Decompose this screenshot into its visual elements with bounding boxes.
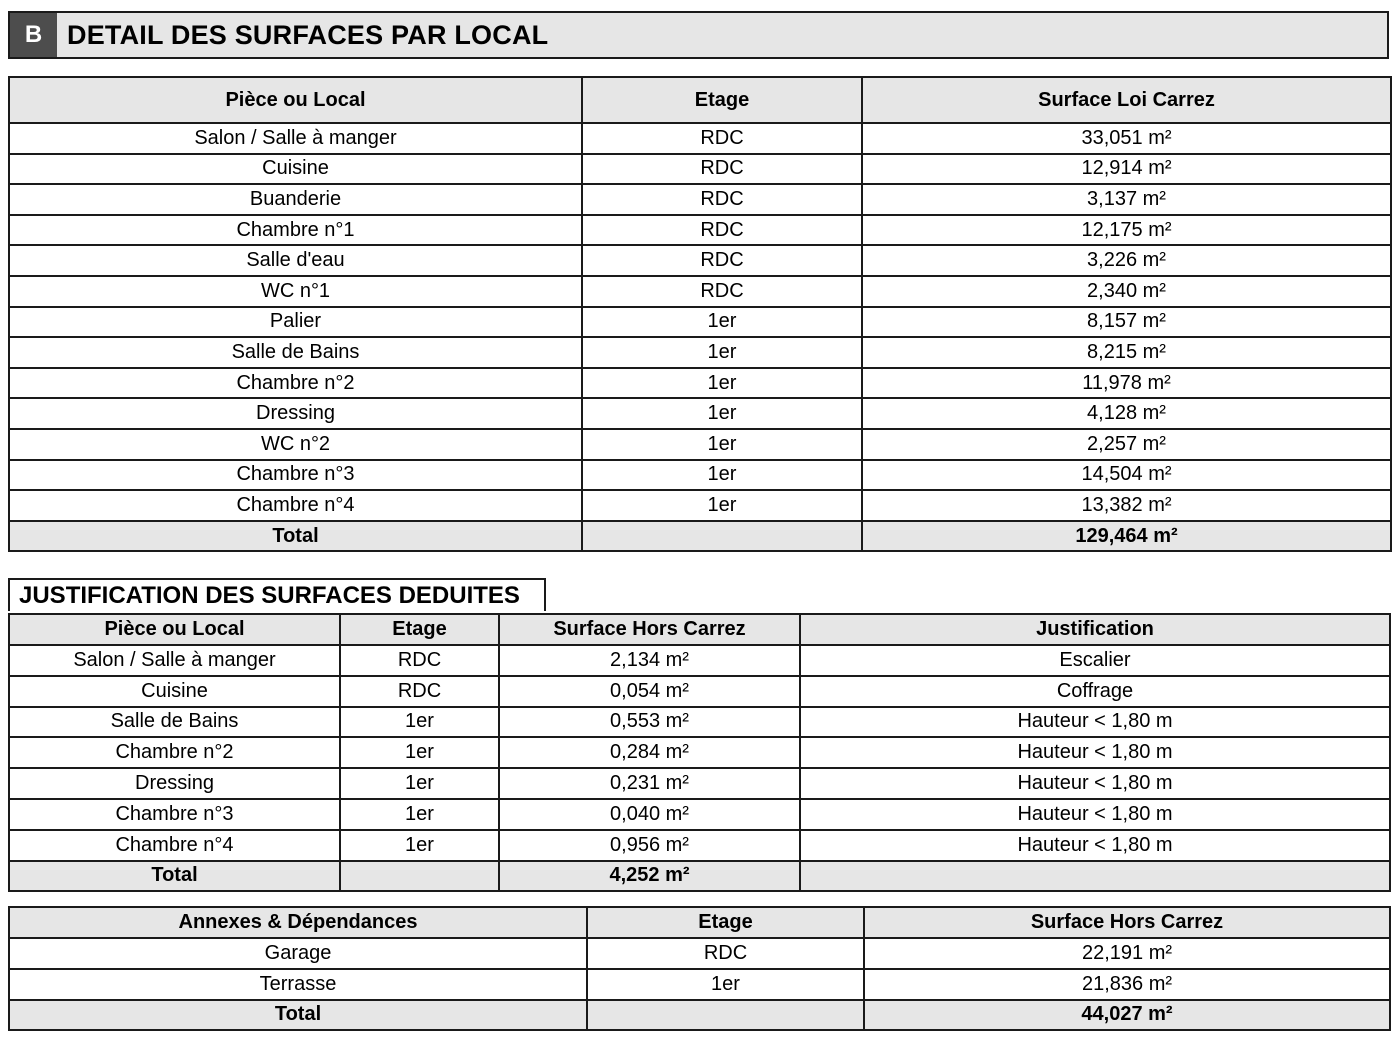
annexe-cell: Terrasse bbox=[9, 969, 587, 1000]
piece-cell: Cuisine bbox=[9, 676, 340, 707]
piece-cell: Salon / Salle à manger bbox=[9, 645, 340, 676]
annexes-table bbox=[8, 906, 1391, 1031]
etage-cell: 1er bbox=[582, 490, 862, 521]
surface-cell: 14,504 m² bbox=[862, 460, 1391, 491]
surface-cell: 0,054 m² bbox=[499, 676, 800, 707]
piece-cell: Dressing bbox=[9, 398, 582, 429]
surface-cell: 33,051 m² bbox=[862, 123, 1391, 154]
piece-cell: Dressing bbox=[9, 768, 340, 799]
etage-cell: 1er bbox=[340, 768, 499, 799]
surface-cell: 0,231 m² bbox=[499, 768, 800, 799]
table-row bbox=[9, 799, 1390, 830]
surface-cell: 11,978 m² bbox=[862, 368, 1391, 399]
surface-cell: 21,836 m² bbox=[864, 969, 1390, 1000]
total-surface-cell: 129,464 m² bbox=[862, 521, 1391, 552]
surface-cell: 0,956 m² bbox=[499, 830, 800, 861]
justification-cell: Hauteur < 1,80 m bbox=[800, 737, 1390, 768]
surface-cell: 13,382 m² bbox=[862, 490, 1391, 521]
total-row bbox=[9, 1000, 1390, 1031]
total-justification-cell bbox=[800, 861, 1390, 892]
table-row bbox=[9, 398, 1391, 429]
total-row bbox=[9, 521, 1391, 552]
etage-cell: 1er bbox=[340, 799, 499, 830]
surface-cell: 8,215 m² bbox=[862, 337, 1391, 368]
justification-table bbox=[8, 613, 1391, 892]
total-annexe-cell: Total bbox=[9, 1000, 587, 1031]
justification-cell: Hauteur < 1,80 m bbox=[800, 768, 1390, 799]
piece-cell: Salle d'eau bbox=[9, 245, 582, 276]
table-row bbox=[9, 676, 1390, 707]
etage-cell: RDC bbox=[340, 676, 499, 707]
justification-cell: Hauteur < 1,80 m bbox=[800, 799, 1390, 830]
table-row bbox=[9, 938, 1390, 969]
table-row bbox=[9, 215, 1391, 246]
total-surface-cell: 4,252 m² bbox=[499, 861, 800, 892]
surface-cell: 3,137 m² bbox=[862, 184, 1391, 215]
total-etage-cell bbox=[582, 521, 862, 552]
piece-cell: Salon / Salle à manger bbox=[9, 123, 582, 154]
annexe-cell: Garage bbox=[9, 938, 587, 969]
surface-cell: 8,157 m² bbox=[862, 307, 1391, 338]
header-surface-hors-carrez: Surface Hors Carrez bbox=[864, 907, 1390, 938]
piece-cell: WC n°1 bbox=[9, 276, 582, 307]
table-header-row bbox=[9, 77, 1391, 123]
surface-cell: 2,134 m² bbox=[499, 645, 800, 676]
piece-cell: Chambre n°2 bbox=[9, 737, 340, 768]
surface-cell: 0,040 m² bbox=[499, 799, 800, 830]
header-etage: Etage bbox=[340, 614, 499, 645]
etage-cell: RDC bbox=[582, 123, 862, 154]
surface-cell: 12,175 m² bbox=[862, 215, 1391, 246]
etage-cell: 1er bbox=[587, 969, 864, 1000]
surface-cell: 0,553 m² bbox=[499, 707, 800, 738]
header-annexes: Annexes & Dépendances bbox=[9, 907, 587, 938]
header-piece: Pièce ou Local bbox=[9, 614, 340, 645]
piece-cell: Chambre n°4 bbox=[9, 490, 582, 521]
table-header-row bbox=[9, 907, 1390, 938]
etage-cell: 1er bbox=[582, 307, 862, 338]
piece-cell: WC n°2 bbox=[9, 429, 582, 460]
etage-cell: RDC bbox=[582, 276, 862, 307]
piece-cell: Buanderie bbox=[9, 184, 582, 215]
piece-cell: Chambre n°1 bbox=[9, 215, 582, 246]
table-row bbox=[9, 768, 1390, 799]
table-row bbox=[9, 184, 1391, 215]
surface-cell: 12,914 m² bbox=[862, 154, 1391, 185]
etage-cell: RDC bbox=[587, 938, 864, 969]
table-row bbox=[9, 969, 1390, 1000]
header-etage: Etage bbox=[587, 907, 864, 938]
etage-cell: RDC bbox=[582, 245, 862, 276]
justification-cell: Hauteur < 1,80 m bbox=[800, 707, 1390, 738]
table-row bbox=[9, 276, 1391, 307]
table-row bbox=[9, 368, 1391, 399]
table-row bbox=[9, 307, 1391, 338]
section-header bbox=[8, 11, 1389, 59]
header-surface-hors-carrez: Surface Hors Carrez bbox=[499, 614, 800, 645]
piece-cell: Chambre n°4 bbox=[9, 830, 340, 861]
surface-cell: 22,191 m² bbox=[864, 938, 1390, 969]
total-piece-cell: Total bbox=[9, 521, 582, 552]
header-surface-carrez: Surface Loi Carrez bbox=[862, 77, 1391, 123]
etage-cell: 1er bbox=[582, 398, 862, 429]
etage-cell: RDC bbox=[582, 184, 862, 215]
piece-cell: Chambre n°3 bbox=[9, 460, 582, 491]
table-row bbox=[9, 737, 1390, 768]
etage-cell: 1er bbox=[582, 337, 862, 368]
piece-cell: Chambre n°2 bbox=[9, 368, 582, 399]
piece-cell: Palier bbox=[9, 307, 582, 338]
table-row bbox=[9, 645, 1390, 676]
header-etage: Etage bbox=[582, 77, 862, 123]
etage-cell: 1er bbox=[340, 707, 499, 738]
etage-cell: 1er bbox=[582, 429, 862, 460]
etage-cell: 1er bbox=[340, 737, 499, 768]
surface-cell: 2,257 m² bbox=[862, 429, 1391, 460]
section-title: DETAIL DES SURFACES PAR LOCAL bbox=[67, 19, 549, 50]
table-header-row bbox=[9, 614, 1390, 645]
etage-cell: RDC bbox=[340, 645, 499, 676]
justification-cell: Escalier bbox=[800, 645, 1390, 676]
header-justification: Justification bbox=[800, 614, 1390, 645]
justification-cell: Hauteur < 1,80 m bbox=[800, 830, 1390, 861]
table-row bbox=[9, 245, 1391, 276]
piece-cell: Chambre n°3 bbox=[9, 799, 340, 830]
table-row bbox=[9, 123, 1391, 154]
table-row bbox=[9, 830, 1390, 861]
piece-cell: Cuisine bbox=[9, 154, 582, 185]
piece-cell: Salle de Bains bbox=[9, 337, 582, 368]
surface-cell: 3,226 m² bbox=[862, 245, 1391, 276]
etage-cell: 1er bbox=[582, 460, 862, 491]
surface-cell: 2,340 m² bbox=[862, 276, 1391, 307]
table-row bbox=[9, 154, 1391, 185]
total-etage-cell bbox=[340, 861, 499, 892]
etage-cell: 1er bbox=[340, 830, 499, 861]
header-piece: Pièce ou Local bbox=[9, 77, 582, 123]
table-row bbox=[9, 707, 1390, 738]
justification-cell: Coffrage bbox=[800, 676, 1390, 707]
surfaces-table bbox=[8, 76, 1392, 552]
total-surface-cell: 44,027 m² bbox=[864, 1000, 1390, 1031]
table-row bbox=[9, 337, 1391, 368]
justification-title: JUSTIFICATION DES SURFACES DEDUITES bbox=[8, 578, 546, 611]
table-row bbox=[9, 460, 1391, 491]
piece-cell: Salle de Bains bbox=[9, 707, 340, 738]
section-badge: B bbox=[10, 13, 57, 57]
etage-cell: 1er bbox=[582, 368, 862, 399]
total-row bbox=[9, 861, 1390, 892]
etage-cell: RDC bbox=[582, 215, 862, 246]
surface-cell: 0,284 m² bbox=[499, 737, 800, 768]
surface-cell: 4,128 m² bbox=[862, 398, 1391, 429]
table-row bbox=[9, 429, 1391, 460]
total-etage-cell bbox=[587, 1000, 864, 1031]
etage-cell: RDC bbox=[582, 154, 862, 185]
total-piece-cell: Total bbox=[9, 861, 340, 892]
table-row bbox=[9, 490, 1391, 521]
